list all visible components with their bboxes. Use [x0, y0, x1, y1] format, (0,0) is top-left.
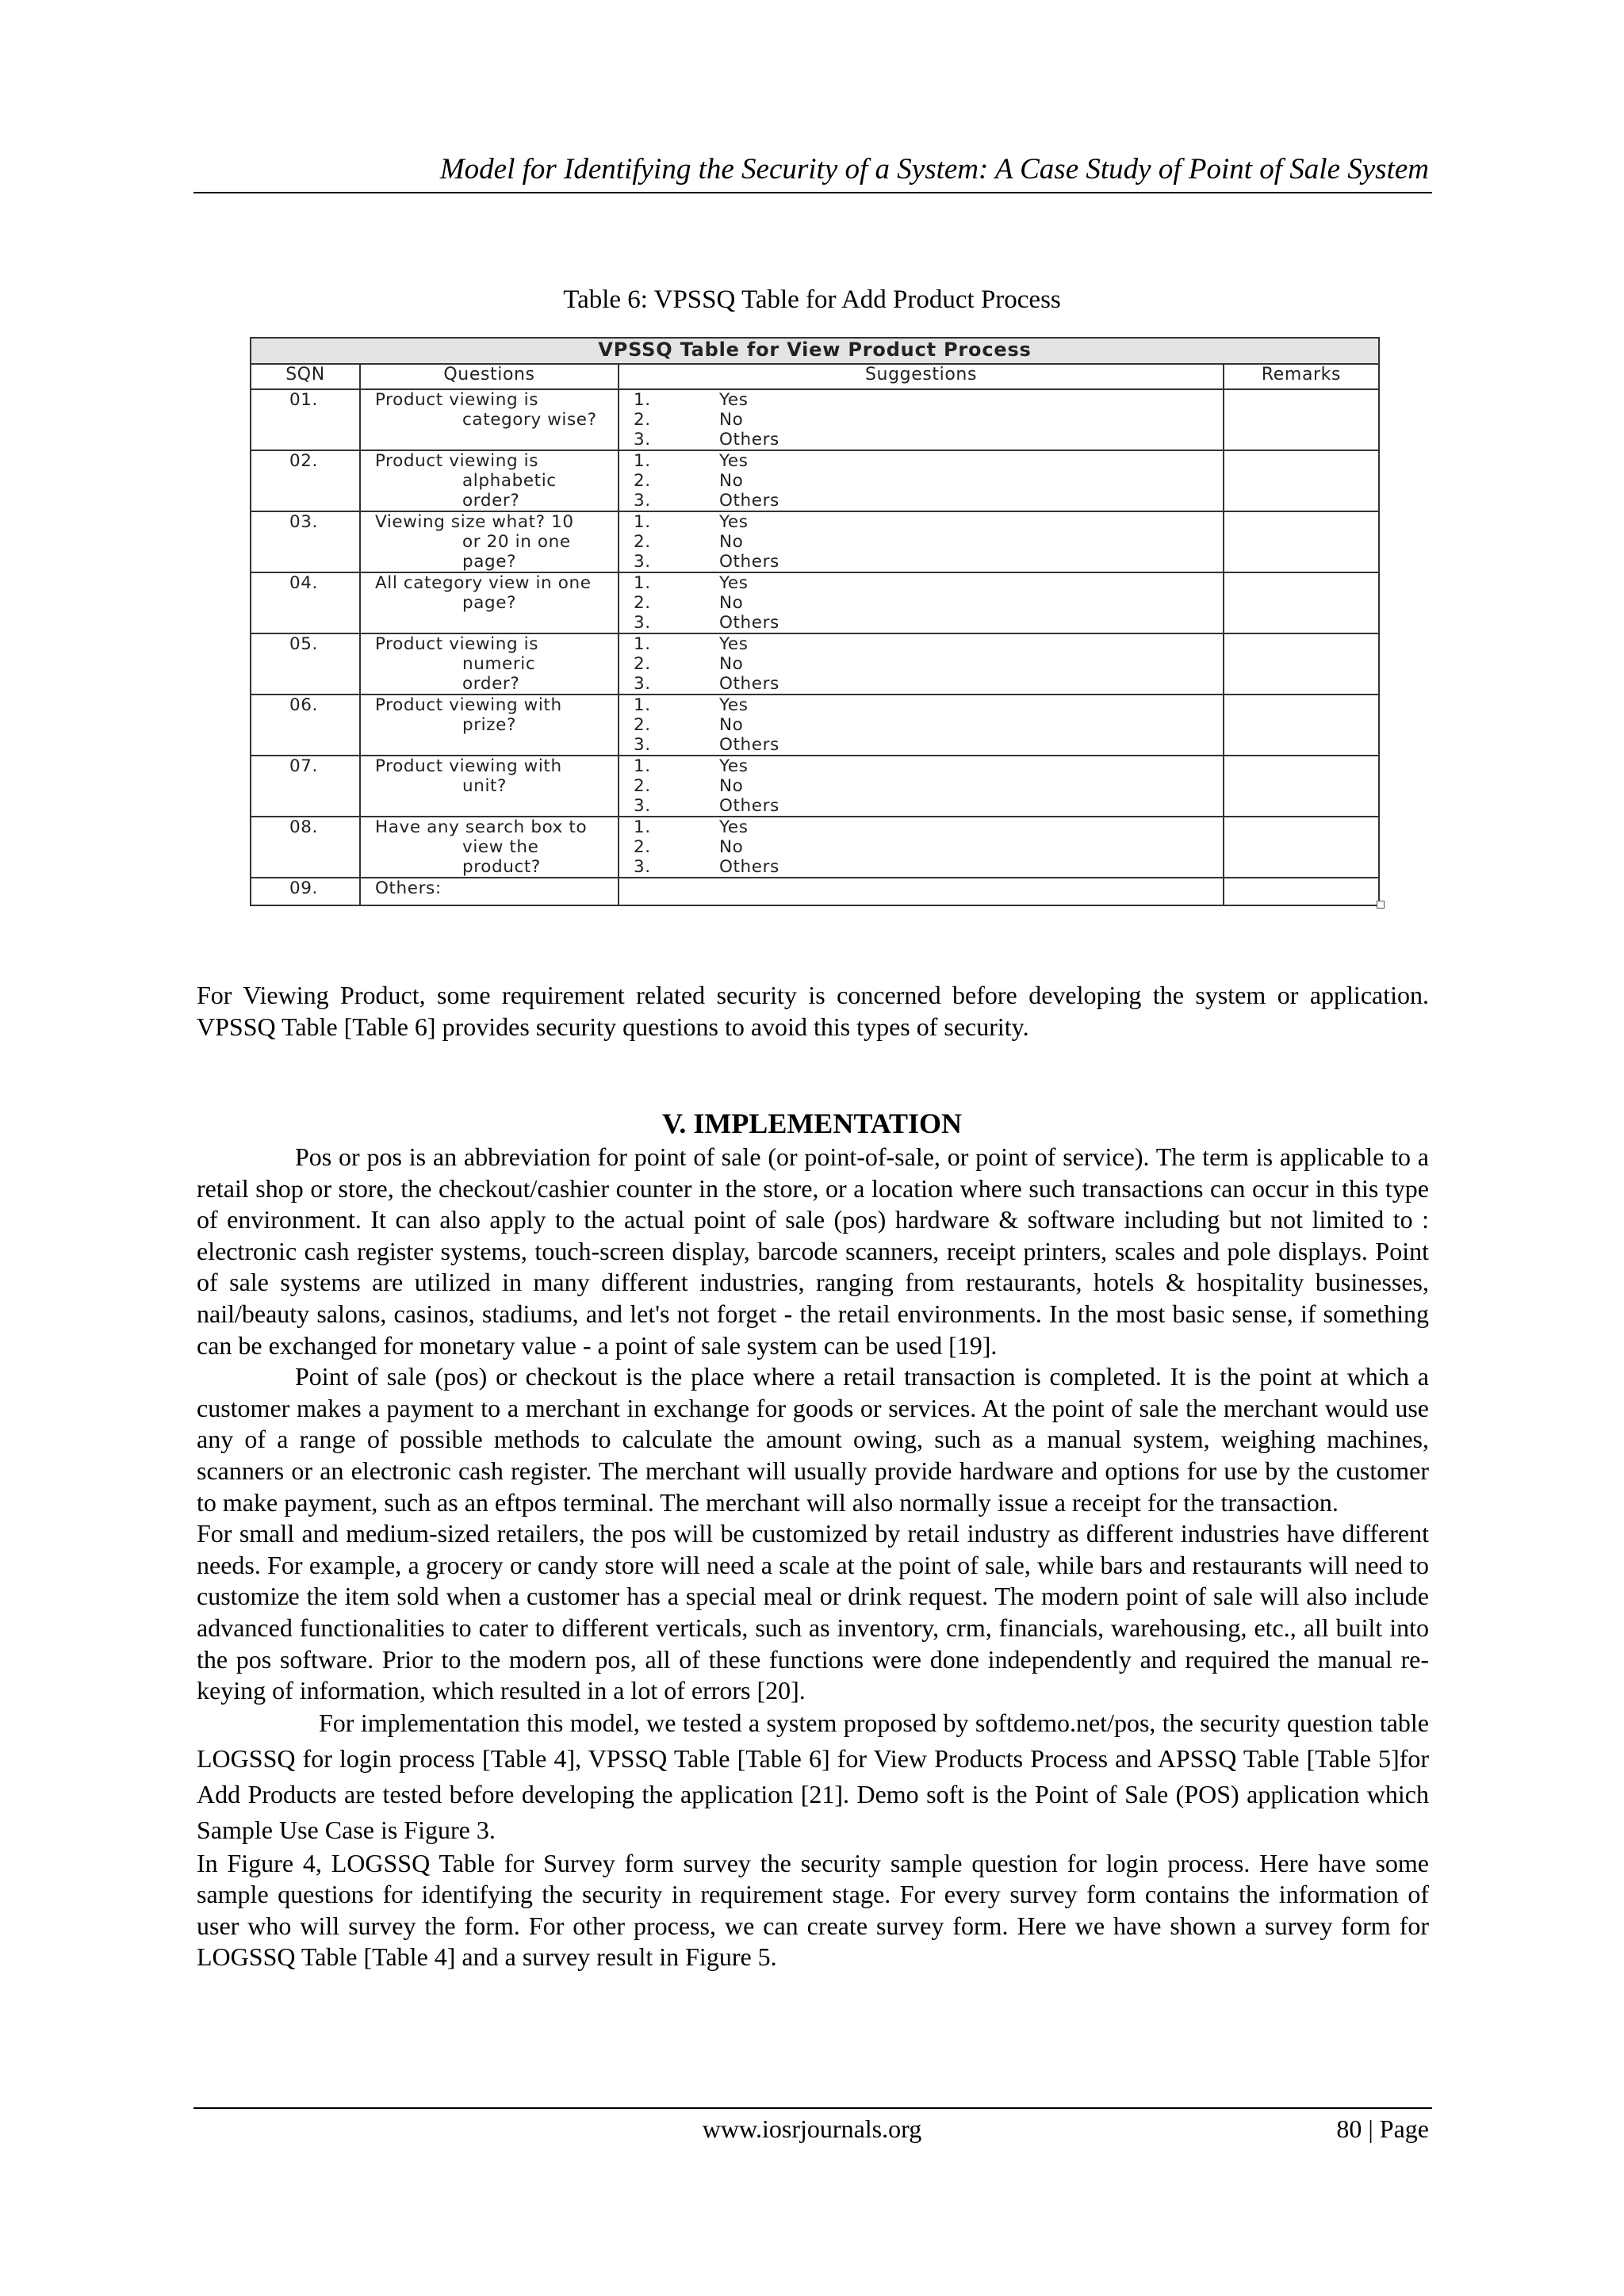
question-text-continued: category wise? — [462, 410, 597, 430]
option-number: 2. — [634, 410, 651, 430]
footer-rule — [193, 2107, 1432, 2109]
table-row — [251, 389, 1379, 450]
paragraph: For Viewing Product, some requirement related security is concerned before developing the system or application. VPSSQ Table [Table 6] provides security questions to avoid this types of security. — [197, 981, 1429, 1041]
option-number: 1. — [634, 756, 651, 776]
suggestion-option — [619, 776, 1223, 796]
question-text: Product viewing is — [375, 390, 539, 410]
cell-remarks — [1224, 817, 1379, 878]
suggestion-option — [619, 390, 1223, 410]
column-header-remarks: Remarks — [1224, 364, 1379, 389]
option-number: 3. — [634, 857, 651, 877]
suggestion-option — [619, 451, 1223, 471]
cell-remarks — [1224, 695, 1379, 756]
cell-question — [360, 511, 619, 572]
footer-page-number: 80 | Page — [1336, 2114, 1429, 2143]
cell-suggestions — [619, 572, 1224, 633]
option-number: 2. — [634, 654, 651, 674]
question-text: All category view in one — [375, 573, 592, 593]
cell-remarks — [1224, 756, 1379, 817]
cell-suggestions — [619, 756, 1224, 817]
option-label: No — [719, 654, 744, 674]
cell-suggestions — [619, 450, 1224, 511]
option-label: No — [719, 776, 744, 796]
cell-remarks — [1224, 572, 1379, 633]
cell-question — [360, 817, 619, 878]
cell-sqn: 02. — [251, 450, 360, 511]
option-label: No — [719, 471, 744, 491]
cell-remarks — [1224, 389, 1379, 450]
suggestion-option — [619, 613, 1223, 633]
cell-question — [360, 756, 619, 817]
header-rule — [193, 192, 1432, 193]
option-label: Others — [719, 674, 779, 694]
cell-question — [360, 389, 619, 450]
table-row — [251, 695, 1379, 756]
suggestion-option — [619, 593, 1223, 613]
section-body — [197, 1142, 1429, 1973]
table-title: VPSSQ Table for View Product Process — [251, 338, 1379, 364]
cell-suggestions — [619, 695, 1224, 756]
option-label: Yes — [719, 634, 749, 654]
option-number: 3. — [634, 430, 651, 450]
table-row — [251, 817, 1379, 878]
option-label: Yes — [719, 451, 749, 471]
suggestion-option — [619, 735, 1223, 755]
paragraph: Pos or pos is an abbreviation for point of sale (or point-of-sale, or point of service). The term is applicable to a retail shop or store, the checkout/cashier counter in the store, or a location where such transactions can occur in this type of environment. It can also apply to the actual point of sale (pos) hardware & software including but not limited to : electronic cash register systems, touch-screen display, barcode scanners, receipt printers, scales and pole displays. Point of sale systems are utilized in many different industries, ranging from restaurants, hotels & hospitality businesses, nail/beauty salons, casinos, stadiums, and let's not forget - the retail environments. In the most basic sense, if something can be exchanged for monetary value - a point of sale system can be used [19]. — [197, 1142, 1429, 1360]
question-text-continued: page? — [462, 593, 517, 613]
suggestion-option — [619, 573, 1223, 593]
option-label: No — [719, 532, 744, 552]
cell-suggestions — [619, 633, 1224, 695]
table-resize-handle — [1377, 901, 1385, 909]
suggestion-option — [619, 512, 1223, 532]
cell-sqn: 05. — [251, 633, 360, 695]
cell-question — [360, 450, 619, 511]
suggestion-option — [619, 491, 1223, 511]
question-text-continued: unit? — [462, 776, 508, 796]
suggestion-option — [619, 654, 1223, 674]
question-text: Product viewing is — [375, 451, 539, 471]
cell-suggestions — [619, 878, 1224, 905]
paragraph: Point of sale (pos) or checkout is the place where a retail transaction is completed. It is the point at which a customer makes a payment to a merchant in exchange for goods or services. At the point of sale the merchant would use any of a range of possible methods to calculate the amount owing, such as a manual system, weighing machines, scanners or an electronic cash register. The merchant will usually provide hardware and options for use by the customer to make payment, such as an eftpos terminal. The merchant will also normally issue a receipt for the transaction. — [197, 1362, 1429, 1517]
question-text-continued: alphabetic order? — [462, 471, 557, 511]
suggestion-option — [619, 715, 1223, 735]
option-number: 1. — [634, 451, 651, 471]
option-number: 1. — [634, 390, 651, 410]
suggestion-option — [619, 471, 1223, 491]
column-header-suggestions: Suggestions — [619, 364, 1224, 389]
suggestion-option — [619, 695, 1223, 715]
paragraph-after-table — [197, 980, 1429, 1043]
cell-question: Others: — [360, 878, 619, 905]
paragraph: For small and medium-sized retailers, the pos will be customized by retail industry as different industries have different needs. For example, a grocery or candy store will need a scale at the point of sale, while bars and restaurants will need to customize the item sold when a customer has a special meal or drink request. The modern point of sale will also include advanced functionalities to cater to different verticals, such as inventory, crm, financials, warehousing, etc., all built into the pos software. Prior to the modern pos, all of these functions were done independently and required the manual re-keying of information, which resulted in a lot of errors [20]. — [197, 1519, 1429, 1705]
option-label: No — [719, 410, 744, 430]
column-header-questions: Questions — [360, 364, 619, 389]
cell-suggestions — [619, 389, 1224, 450]
cell-question — [360, 572, 619, 633]
option-label: Others — [719, 796, 779, 816]
question-text: Product viewing with — [375, 695, 562, 715]
option-number: 3. — [634, 796, 651, 816]
cell-question — [360, 695, 619, 756]
cell-sqn: 07. — [251, 756, 360, 817]
question-text: Have any search box to — [375, 817, 588, 837]
table-row — [251, 633, 1379, 695]
question-text-continued: numeric order? — [462, 654, 536, 694]
table-caption: Table 6: VPSSQ Table for Add Product Process — [563, 285, 1061, 314]
cell-remarks — [1224, 878, 1379, 905]
option-label: Yes — [719, 695, 749, 715]
option-label: Yes — [719, 512, 749, 532]
footer-url: www.iosrjournals.org — [702, 2114, 922, 2143]
table-row — [251, 450, 1379, 511]
column-header-sqn: SQN — [251, 364, 360, 389]
option-number: 3. — [634, 491, 651, 511]
cell-remarks — [1224, 633, 1379, 695]
section-heading: V. IMPLEMENTATION — [661, 1108, 963, 1139]
table-row — [251, 878, 1379, 905]
option-label: Others — [719, 735, 779, 755]
question-text: Product viewing is — [375, 634, 539, 654]
option-number: 3. — [634, 613, 651, 633]
suggestion-option — [619, 837, 1223, 857]
question-text: Product viewing with — [375, 756, 562, 776]
option-label: Others — [719, 613, 779, 633]
question-text-continued: prize? — [462, 715, 516, 735]
cell-sqn: 01. — [251, 389, 360, 450]
cell-sqn: 06. — [251, 695, 360, 756]
cell-sqn: 08. — [251, 817, 360, 878]
running-header-title: Model for Identifying the Security of a System: A Case Study of Point of Sale System — [439, 153, 1429, 186]
suggestion-option — [619, 532, 1223, 552]
vpssq-table — [250, 337, 1380, 906]
option-label: Yes — [719, 390, 749, 410]
option-label: No — [719, 837, 744, 857]
option-number: 1. — [634, 634, 651, 654]
question-text: Viewing size what? 10 — [375, 512, 574, 532]
option-number: 2. — [634, 471, 651, 491]
suggestion-option — [619, 410, 1223, 430]
option-number: 2. — [634, 776, 651, 796]
option-label: Others — [719, 430, 779, 450]
suggestion-option — [619, 430, 1223, 450]
table-row — [251, 572, 1379, 633]
cell-sqn: 09. — [251, 878, 360, 905]
option-number: 1. — [634, 817, 651, 837]
option-number: 3. — [634, 674, 651, 694]
suggestion-option — [619, 552, 1223, 572]
suggestion-option — [619, 634, 1223, 654]
paragraph: In Figure 4, LOGSSQ Table for Survey form survey the security sample question for login process. Here have some sample questions for identifying the security in requirement stage. For every survey form contains the information of user who will survey the form. For other process, we can create survey form. Here we have shown a survey form for LOGSSQ Table [Table 4] and a survey result in Figure 5. — [197, 1848, 1429, 1972]
option-label: Yes — [719, 817, 749, 837]
cell-question — [360, 633, 619, 695]
option-number: 2. — [634, 593, 651, 613]
cell-suggestions — [619, 511, 1224, 572]
table-row — [251, 511, 1379, 572]
suggestion-option — [619, 796, 1223, 816]
cell-sqn: 04. — [251, 572, 360, 633]
option-label: Others — [719, 491, 779, 511]
option-number: 2. — [634, 715, 651, 735]
cell-remarks — [1224, 511, 1379, 572]
suggestion-option — [619, 756, 1223, 776]
option-label: No — [719, 593, 744, 613]
paragraph: For implementation this model, we tested a system proposed by softdemo.net/pos, the security question table LOGSSQ for login process [Table 4], VPSSQ Table [Table 6] for View Products Process and APSSQ Table [Table 5]for Add Products are tested before developing the application [21]. Demo soft is the Point of Sale (POS) application which Sample Use Case is Figure 3. — [197, 1708, 1429, 1844]
option-label: No — [719, 715, 744, 735]
cell-suggestions — [619, 817, 1224, 878]
table-row — [251, 756, 1379, 817]
option-number: 3. — [634, 735, 651, 755]
question-text-continued: or 20 in one page? — [462, 532, 571, 572]
table-body — [251, 389, 1379, 905]
option-number: 2. — [634, 837, 651, 857]
option-label: Yes — [719, 573, 749, 593]
option-number: 3. — [634, 552, 651, 572]
option-number: 1. — [634, 573, 651, 593]
option-label: Others — [719, 552, 779, 572]
option-label: Others — [719, 857, 779, 877]
cell-remarks — [1224, 450, 1379, 511]
cell-sqn: 03. — [251, 511, 360, 572]
suggestion-option — [619, 857, 1223, 877]
suggestion-option — [619, 817, 1223, 837]
option-number: 2. — [634, 532, 651, 552]
suggestion-option — [619, 674, 1223, 694]
option-number: 1. — [634, 695, 651, 715]
option-label: Yes — [719, 756, 749, 776]
option-number: 1. — [634, 512, 651, 532]
question-text-continued: view the product? — [462, 837, 541, 877]
